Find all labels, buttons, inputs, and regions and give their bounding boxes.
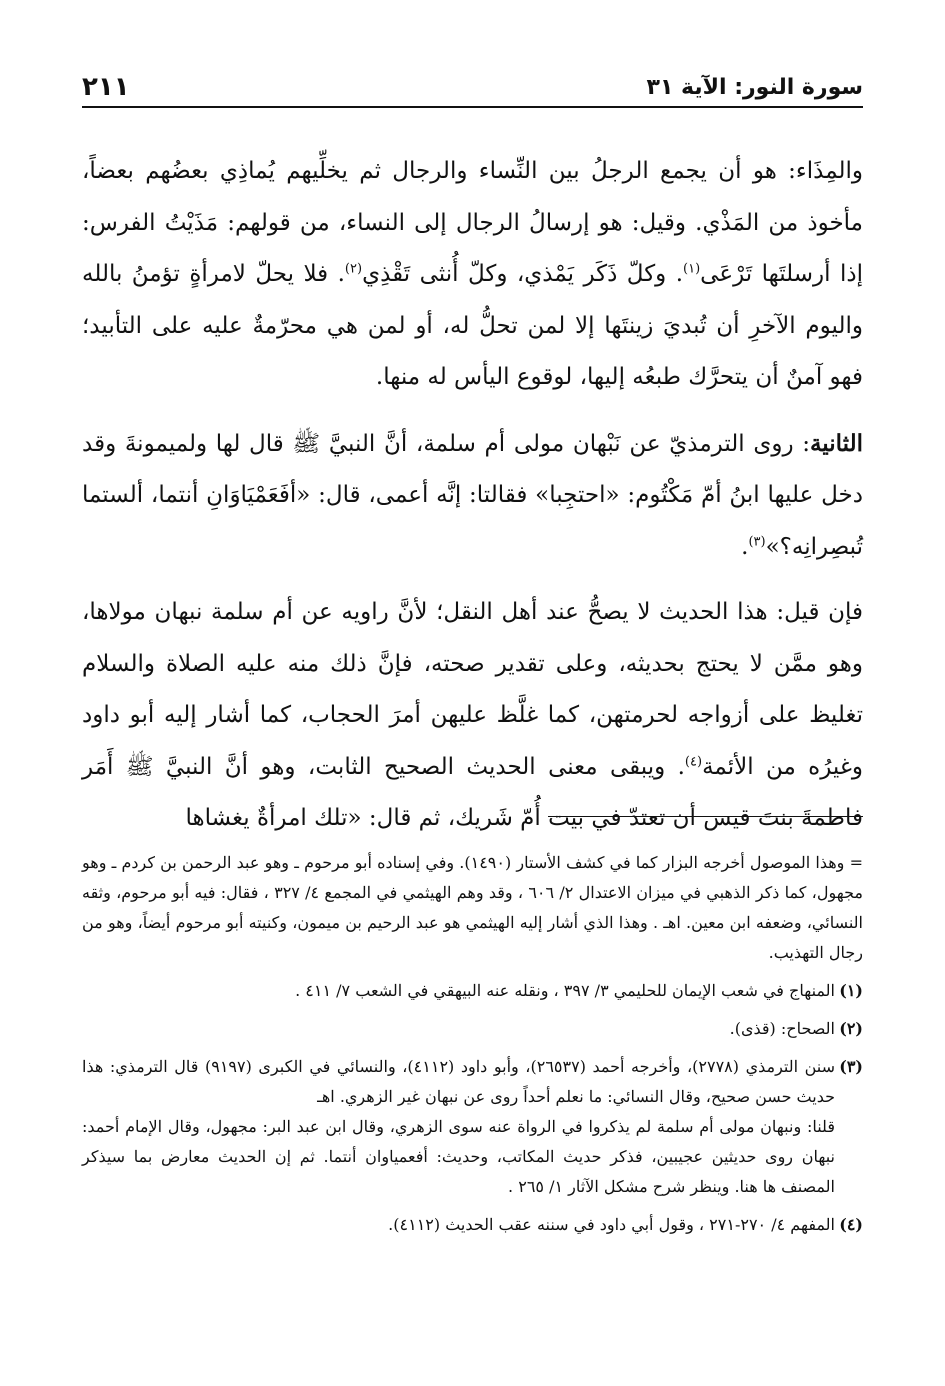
footnote-text: سنن الترمذي (٢٧٧٨)، وأخرجه أحمد (٢٦٥٣٧)، وأبو داود (٤١١٢)، والنسائي في الكبرى (٩١٩٧) قال الترمذي: هذا حديث حسن صحيح، وقال النسائي: ما نعلم أحداً روى عن نبهان غير الزهري. اهـ [82,1057,836,1106]
page-number: ٢١١ [82,72,130,102]
running-title: سورة النور: الآية ٣١ [646,75,863,100]
paragraph-1 [82,146,863,404]
footnote-text: الصحاح: (قذى). [729,1019,835,1038]
main-text [82,146,863,845]
paragraph-3 [82,587,863,845]
footnote-ref-4: (٤) [684,753,703,769]
footnote-number: (٢) [839,1019,863,1038]
paragraph-1-text-c: . فلا يحلّ لامرأةٍ تؤمنُ بالله واليوم الآخرِ أن تُبديَ زينتَها إلا لمن تحلُّ له، أو لمن هي محرّمةٌ عليه على التأبيد؛ فهو آمنٌ أن يتحرَّك طبعُه إليها، لوقوع اليأس له منها. [82,261,863,390]
footnote-4 [82,1210,863,1240]
footnote-number: (١) [839,981,863,1000]
paragraph-2-lead: الثانية [809,429,863,457]
paragraph-1-text-a: والمِذَاء: هو أن يجمع الرجلُ بين النِّساء والرجال ثم يخلِّيهم يُماذِي بعضُهم بعضاً، مأخوذ من المَذْي. وقيل: هو إرسالُ الرجال إلى النساء، من قولهم: مَذَيْتُ الفرس: إذا أرسلتَها تَرْعَى [82,158,863,287]
paragraph-2-end: . [741,533,749,560]
footnote-1 [82,976,863,1006]
page-header [82,62,863,108]
footnotes [82,848,863,1248]
footnote-text-continued: قلنا: ونبهان مولى أم سلمة لم يذكروا في الرواة عنه سوى الزهري، وقال ابن عبد البر: مجهول، وقال الإمام أحمد: نبهان روى حديثين عجيبين، فذكر حديث المكاتب، وحديث: أفعمياوان أنتما. ثم إن الحديث معارض بما سيذكر المصنف ها هنا. وينظر شرح مشكل الآثار ١/ ٢٦٥ . [82,1117,835,1196]
paragraph-2 [82,418,863,574]
footnote-ref-1: (١) [683,261,701,277]
footnote-2 [82,1014,863,1044]
paragraph-3-text-a: فإن قيل: هذا الحديث لا يصحُّ عند أهل النقل؛ لأنَّ راويه عن أم سلمة نبهان مولاها، وهو ممَّن لا يحتج بحديثه، وعلى تقدير صحته، فإنَّ ذلك منه عليه الصلاة والسلام تغليظ على أزواجه لحرمتهن، كما غلَّظ عليهن أمرَ الحجاب، كما أشار إليه أبو داود وغيرُه من الأئمة [82,599,863,780]
footnote-continuation: = وهذا الموصول أخرجه البزار كما في كشف الأستار (١٤٩٠). وفي إسناده أبو مرحوم ـ وهو عبد الرحمن بن كردم ـ وهو مجهول، كما ذكر الذهبي في ميزان الاعتدال ٢/ ٦٠٦ ، وقد وهم الهيثمي في المجمع ٤/ ٣٢٧ ، فقال: فيه أبو مرحوم، وثقه النسائي، وضعفه ابن معين. اهـ . وهذا الذي أشار إليه الهيثمي هو عبد الرحيم بن ميمون، وكنيته أبو مرحوم أيضاً، وهو من رجال التهذيب. [82,853,864,962]
footnote-text: المنهاج في شعب الإيمان للحليمي ٣/ ٣٩٧ ، ونقله عنه البيهقي في الشعب ٧/ ٤١١ . [295,981,835,1000]
paragraph-1-text-b: . وكلّ ذَكَر يَمْذي، وكلّ أُنثى تَقْذِي [362,261,684,287]
footnote-separator [548,816,863,817]
paragraph-2-text: : روى الترمذيّ عن نَبْهان مولى أم سلمة، أنَّ النبيَّ ﷺ قال لها ولميمونةَ وقد دخل عليها ابنُ أمّ مَكْتُوم: «احتجِبا» فقالتا: إنَّه أعمى، قال: «أفَعَمْيَاوَانِ أنتما، ألستما تُبصِرانِه؟» [82,430,863,560]
footnote-ref-3: (٣) [748,533,766,549]
footnote-number: (٣) [839,1057,863,1076]
footnote-3 [82,1052,863,1202]
footnote-text: المفهم ٤/ ٢٧٠-٢٧١ ، وقول أبي داود في سننه عقب الحديث (٤١١٢). [388,1215,835,1234]
paragraph-3-text-b: . ويبقى معنى الحديث الصحيح الثابت، وهو أنَّ النبيَّ ﷺ أَمَر فاطمةَ بنتَ قيس أن تعتدّ في بيت أُمّ شَريك، ثم قال: «تلك امرأةٌ يغشاها [82,753,863,831]
footnote-number: (٤) [839,1215,863,1234]
footnote-ref-2: (٢) [344,261,363,277]
